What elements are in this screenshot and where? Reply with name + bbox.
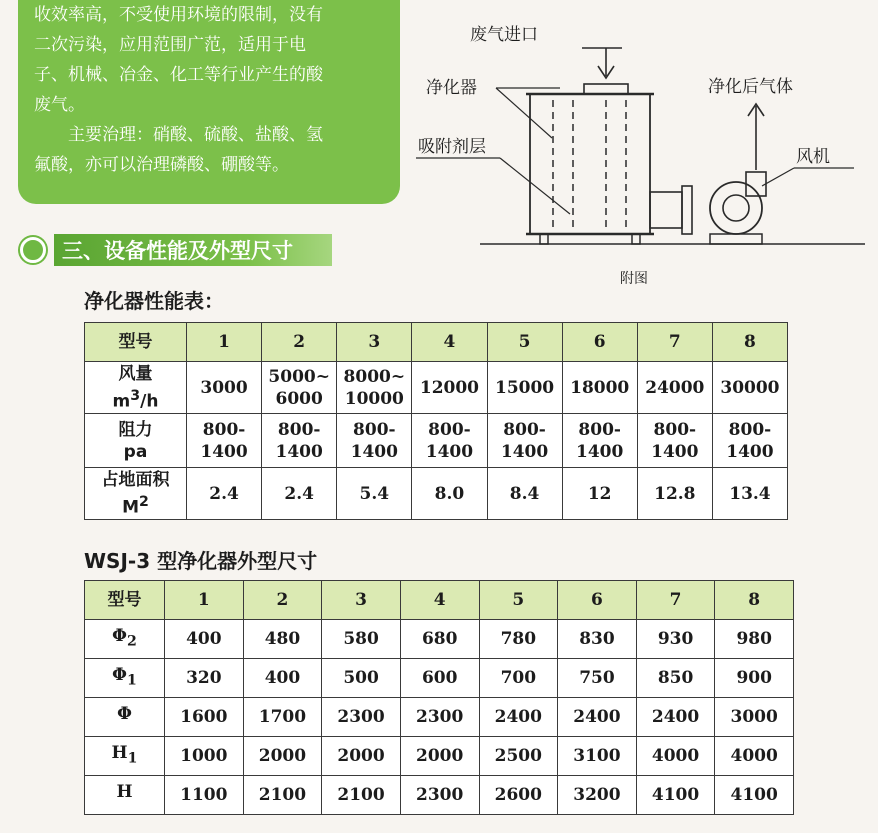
value-cell: 800- 1400 [412,414,487,468]
value-cell: 2100 [243,776,322,815]
value-cell: 980 [715,620,794,659]
value-cell: 400 [165,620,244,659]
model-header-cell: 1 [165,581,244,620]
table-row [85,776,794,815]
adsorbent-leader-line [500,158,570,214]
value-cell: 2000 [322,737,401,776]
value-cell: 2500 [479,737,558,776]
table-row [85,737,794,776]
model-header-cell: 6 [562,323,637,362]
value-cell: 830 [558,620,637,659]
value-cell: 8.4 [487,468,562,520]
value-cell: 780 [479,620,558,659]
model-header-cell: 7 [636,581,715,620]
diagram-label-purifier: 净化器 [426,78,477,98]
value-cell: 800- 1400 [712,414,787,468]
value-cell: 320 [165,659,244,698]
table-row [85,468,788,520]
model-header-cell: 2 [262,323,337,362]
fan-housing [710,182,762,234]
value-cell: 400 [243,659,322,698]
row-label-cell: $H_1$ [85,737,165,776]
value-cell: 8000~ 10000 [337,362,412,414]
intro-line: 氟酸，亦可以治理磷酸、硼酸等。 [34,155,289,175]
value-cell: 15000 [487,362,562,414]
value-cell: 30000 [712,362,787,414]
value-cell: 750 [558,659,637,698]
table-row [85,620,794,659]
row-label-cell: $\Phi_2$ [85,620,165,659]
inlet-neck [584,84,628,94]
model-header-cell: 4 [412,323,487,362]
resistance-label: 阻力 [118,419,153,440]
value-cell: 4000 [636,737,715,776]
intro-line: 收效率高，不受使用环境的限制，没有 [34,5,323,25]
diagram-label-inlet: 废气进口 [470,25,538,45]
model-header-cell: 2 [243,581,322,620]
model-header-cell: 3 [322,581,401,620]
fan-base [710,234,762,244]
value-cell: 4000 [715,737,794,776]
intro-line: 二次污染，应用范围广范，适用于电 [34,35,306,55]
value-cell: 800- 1400 [187,414,262,468]
diagram-label-adsorbent: 吸附剂层 [418,137,486,157]
purifier-leader-line [496,88,552,138]
purifier-diagram [410,0,878,290]
value-cell: 500 [322,659,401,698]
table-row [85,414,788,468]
value-cell: 800- 1400 [337,414,412,468]
value-cell: 1600 [165,698,244,737]
value-cell: 3200 [558,776,637,815]
value-cell: 480 [243,620,322,659]
diagram-caption: 附图 [620,271,648,287]
model-header-cell: 7 [637,323,712,362]
model-header-cell: 5 [487,323,562,362]
airflow-label: 风量 [118,363,153,384]
value-cell: 930 [636,620,715,659]
value-cell: 5.4 [337,468,412,520]
value-cell: 2600 [479,776,558,815]
intro-line: 废气。 [34,95,85,115]
value-cell: 1000 [165,737,244,776]
intro-line: 子、机械、冶金、化工等行业产生的酸 [34,65,323,85]
purifier-leg [632,234,640,244]
value-cell: 2100 [322,776,401,815]
connecting-duct [650,192,682,228]
value-cell: 2400 [479,698,558,737]
value-cell: 2000 [400,737,479,776]
area-label: 占地面积 [101,469,170,490]
fan-impeller [723,195,749,221]
model-header-cell: 8 [712,323,787,362]
airflow-unit: $m^3/h$ [112,387,159,412]
value-cell: 12.8 [637,468,712,520]
value-cell: 800- 1400 [487,414,562,468]
bullet-icon [20,237,46,263]
diagram-label-fan: 风机 [796,147,830,167]
row-label-cell [85,414,187,468]
value-cell: 800- 1400 [562,414,637,468]
value-cell: 24000 [637,362,712,414]
value-cell: 2.4 [262,468,337,520]
dimensions-table [84,580,794,815]
table-row [85,362,788,414]
model-header-cell: 5 [479,581,558,620]
table-header-row [85,581,794,620]
value-cell: 1100 [165,776,244,815]
performance-table [84,322,788,520]
model-header-cell: 6 [558,581,637,620]
model-header-cell: 1 [187,323,262,362]
value-cell: 12 [562,468,637,520]
value-cell: 2300 [400,776,479,815]
value-cell: 580 [322,620,401,659]
row-label-cell: Φ [85,698,165,737]
table-row [85,659,794,698]
value-cell: 4100 [715,776,794,815]
row-label-cell [85,468,187,520]
resistance-unit: pa [123,441,148,462]
value-cell: 800- 1400 [262,414,337,468]
value-cell: 850 [636,659,715,698]
value-cell: 600 [400,659,479,698]
model-header-cell: 4 [400,581,479,620]
value-cell: 5000~ 6000 [262,362,337,414]
value-cell: 3000 [715,698,794,737]
table-row [85,698,794,737]
purifier-leg [540,234,548,244]
intro-text-box [18,0,400,204]
value-cell: 680 [400,620,479,659]
section-header [20,233,332,267]
value-cell: 2400 [636,698,715,737]
value-cell: 2000 [243,737,322,776]
value-cell: 900 [715,659,794,698]
value-cell: 2.4 [187,468,262,520]
intro-line: 主要治理：硝酸、硫酸、盐酸、氢 [68,125,323,145]
table2-title: WSJ-3 型净化器外型尺寸 [84,549,318,573]
row-label-cell: $\Phi_1$ [85,659,165,698]
duct-flange [682,186,692,234]
table-header-row [85,323,788,362]
value-cell: 2300 [322,698,401,737]
value-cell: 2300 [400,698,479,737]
value-cell: 700 [479,659,558,698]
value-cell: 3000 [187,362,262,414]
value-cell: 2400 [558,698,637,737]
value-cell: 3100 [558,737,637,776]
row-label-cell: H [85,776,165,815]
header-label-cell: 型号 [85,581,165,620]
value-cell: 13.4 [712,468,787,520]
value-cell: 800- 1400 [637,414,712,468]
value-cell: 18000 [562,362,637,414]
value-cell: 1700 [243,698,322,737]
value-cell: 8.0 [412,468,487,520]
row-label-cell [85,362,187,414]
header-label-cell: 型号 [85,323,187,362]
model-header-cell: 3 [337,323,412,362]
table1-title: 净化器性能表： [84,289,224,313]
value-cell: 4100 [636,776,715,815]
model-header-cell: 8 [715,581,794,620]
value-cell: 12000 [412,362,487,414]
purifier-body-shape [530,94,650,234]
section-title: 三、设备性能及外型尺寸 [54,234,332,266]
area-unit: $M^2$ [122,493,149,518]
diagram-label-outlet: 净化后气体 [708,77,793,97]
